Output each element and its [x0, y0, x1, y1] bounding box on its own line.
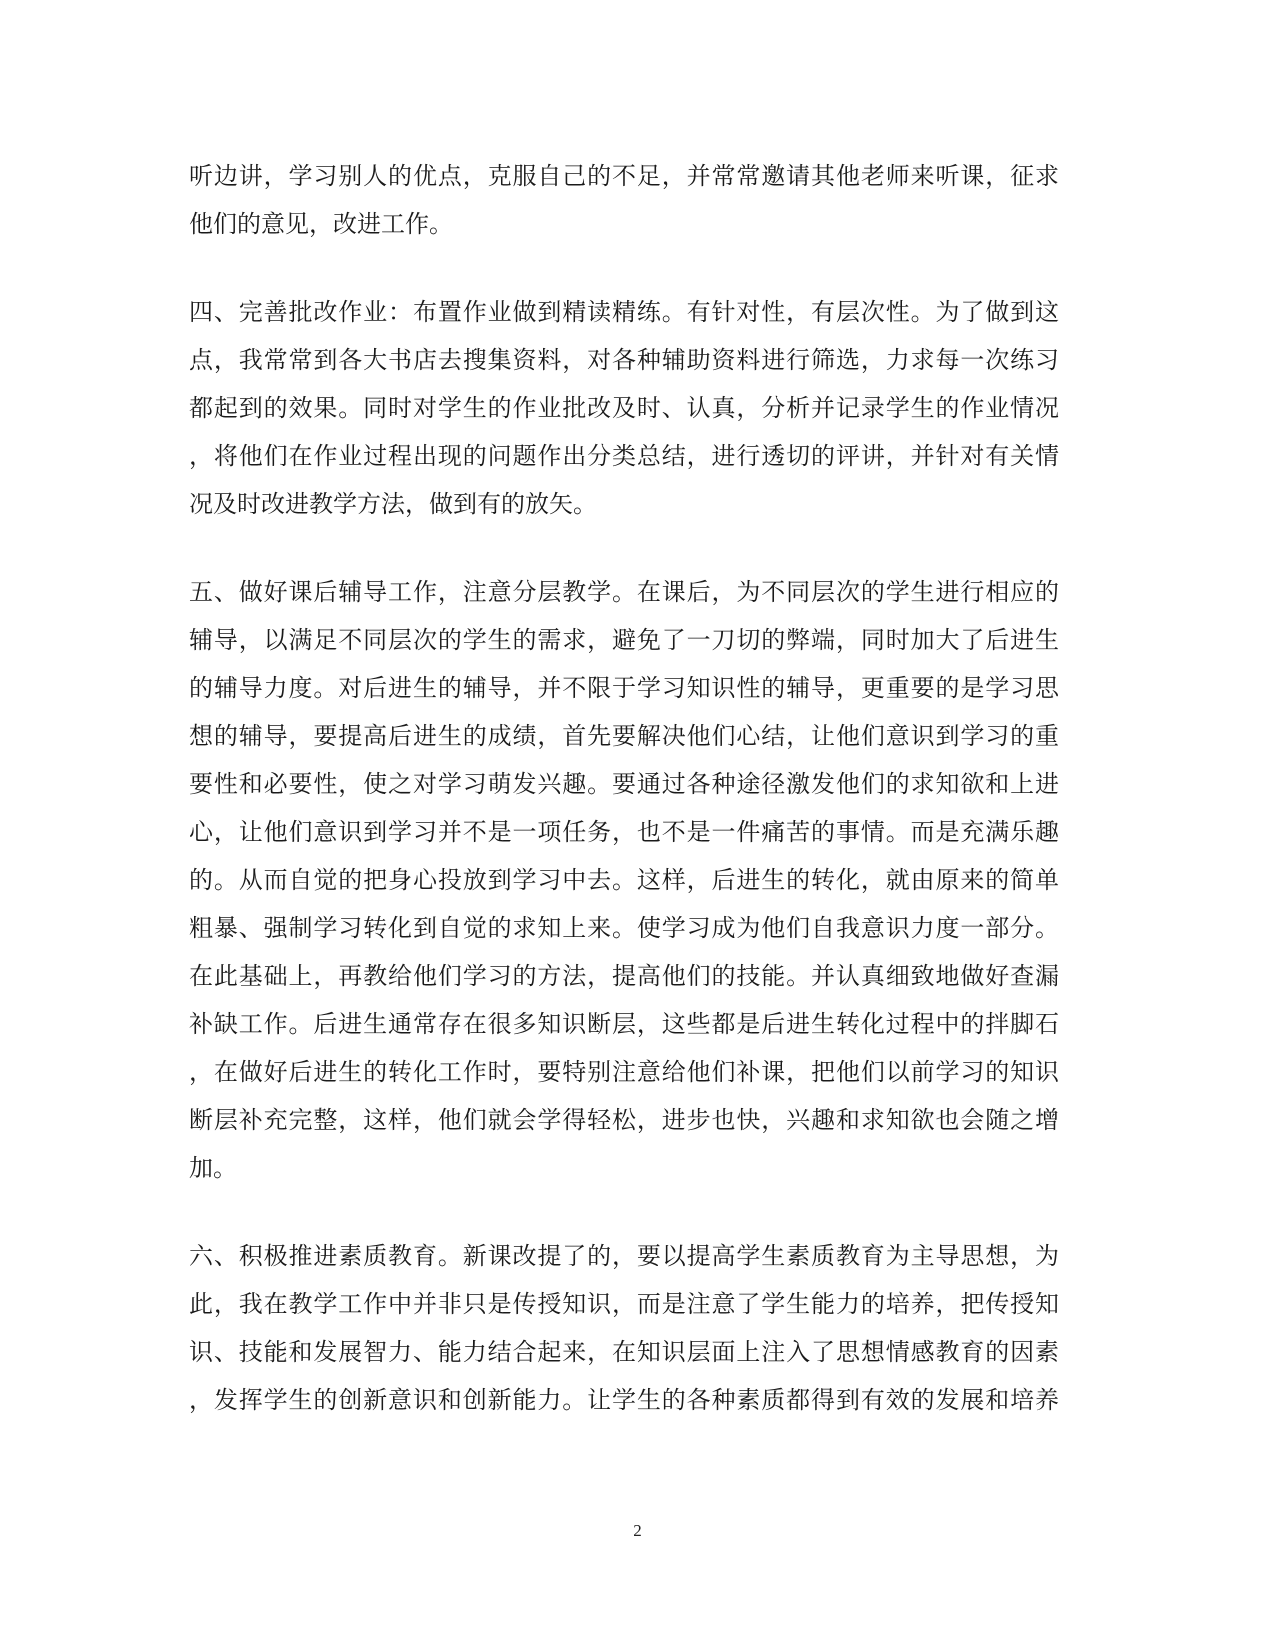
document-body [189, 152, 1059, 1464]
text-line: ，发挥学生的创新意识和创新能力。让学生的各种素质都得到有效的发展和培养 [189, 1386, 1059, 1414]
text-line: 的。从而自觉的把身心投放到学习中去。这样，后进生的转化，就由原来的简单 [189, 866, 1059, 894]
text-line: ，在做好后进生的转化工作时，要特别注意给他们补课，把他们以前学习的知识 [189, 1058, 1059, 1086]
paragraph-tutoring [189, 568, 1059, 1192]
text-line: 补缺工作。后进生通常存在很多知识断层，这些都是后进生转化过程中的拌脚石 [189, 1010, 1059, 1038]
text-line: 听边讲，学习别人的优点，克服自己的不足，并常常邀请其他老师来听课，征求 [189, 162, 1059, 190]
text-line: 断层补充完整，这样，他们就会学得轻松，进步也快，兴趣和求知欲也会随之增 [189, 1106, 1059, 1134]
text-line: 点，我常常到各大书店去搜集资料，对各种辅助资料进行筛选，力求每一次练习 [189, 346, 1059, 374]
text-line: 识、技能和发展智力、能力结合起来，在知识层面上注入了思想情感教育的因素 [189, 1338, 1059, 1366]
page-number: 2 [633, 1521, 642, 1540]
text-line: 五、做好课后辅导工作，注意分层教学。在课后，为不同层次的学生进行相应的 [189, 578, 1059, 606]
text-line: 想的辅导，要提高后进生的成绩，首先要解决他们心结，让他们意识到学习的重 [189, 722, 1059, 750]
text-line: 他们的意见，改进工作。 [189, 210, 453, 238]
text-line: 在此基础上，再教给他们学习的方法，提高他们的技能。并认真细致地做好查漏 [189, 962, 1059, 990]
text-line: 粗暴、强制学习转化到自觉的求知上来。使学习成为他们自我意识力度一部分。 [189, 914, 1059, 942]
paragraph-quality-education [189, 1232, 1059, 1424]
text-line: 况及时改进教学方法，做到有的放矢。 [189, 490, 597, 518]
text-line: 心，让他们意识到学习并不是一项任务，也不是一件痛苦的事情。而是充满乐趣 [189, 818, 1059, 846]
text-line: 加。 [189, 1154, 237, 1182]
text-line: 的辅导力度。对后进生的辅导，并不限于学习知识性的辅导，更重要的是学习思 [189, 674, 1059, 702]
paragraph-listening [189, 152, 1059, 248]
text-line: 辅导，以满足不同层次的学生的需求，避免了一刀切的弊端，同时加大了后进生 [189, 626, 1059, 654]
text-line: 六、积极推进素质教育。新课改提了的，要以提高学生素质教育为主导思想，为 [189, 1242, 1059, 1270]
text-line: ，将他们在作业过程出现的问题作出分类总结，进行透切的评讲，并针对有关情 [189, 442, 1059, 470]
text-line: 要性和必要性，使之对学习萌发兴趣。要通过各种途径激发他们的求知欲和上进 [189, 770, 1059, 798]
text-line: 此，我在教学工作中并非只是传授知识，而是注意了学生能力的培养，把传授知 [189, 1290, 1059, 1318]
paragraph-homework [189, 288, 1059, 528]
text-line: 四、完善批改作业：布置作业做到精读精练。有针对性，有层次性。为了做到这 [189, 298, 1059, 326]
text-line: 都起到的效果。同时对学生的作业批改及时、认真，分析并记录学生的作业情况 [189, 394, 1059, 422]
